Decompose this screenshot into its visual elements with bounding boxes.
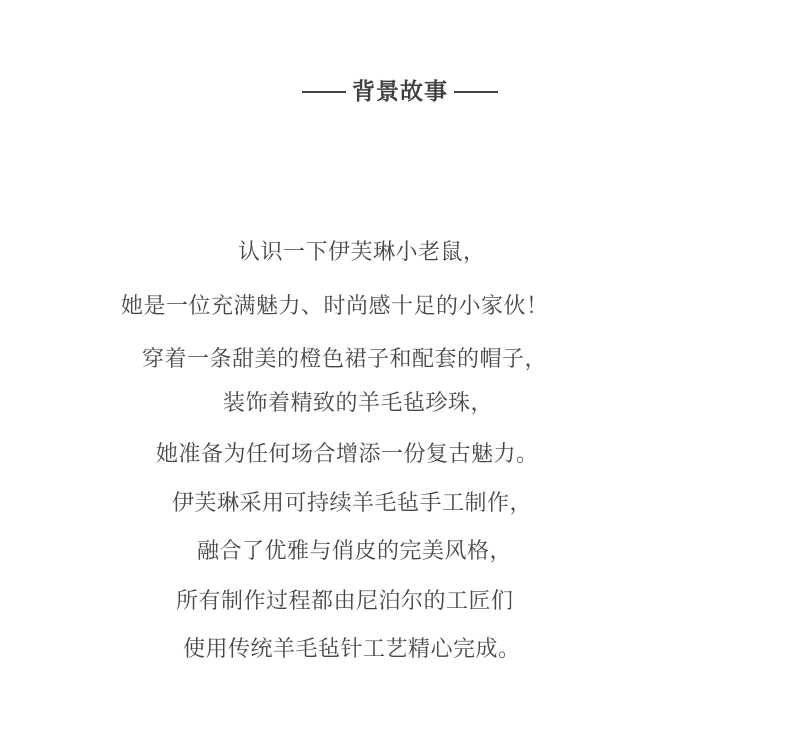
story-line: 她是一位充满魅力、时尚感十足的小家伙！ [121, 294, 549, 319]
heading-right-dash [454, 91, 498, 93]
story-line: 使用传统羊毛毡针工艺精心完成。 [183, 637, 521, 662]
story-line: 认识一下伊芙琳小老鼠， [238, 240, 486, 265]
story-line: 融合了优雅与俏皮的完美风格， [197, 539, 513, 564]
section-heading [0, 74, 800, 110]
story-line: 所有制作过程都由尼泊尔的工匠们 [176, 589, 514, 614]
heading-left-dash [302, 91, 346, 93]
story-line: 装饰着精致的羊毛毡珍珠， [223, 391, 494, 416]
heading-title: 背景故事 [352, 79, 448, 105]
story-line: 穿着一条甜美的橙色裙子和配套的帽子， [142, 347, 548, 372]
story-line: 伊芙琳采用可持续羊毛毡手工制作， [172, 491, 533, 516]
story-line: 她准备为任何场合增添一份复古魅力。 [156, 442, 539, 467]
